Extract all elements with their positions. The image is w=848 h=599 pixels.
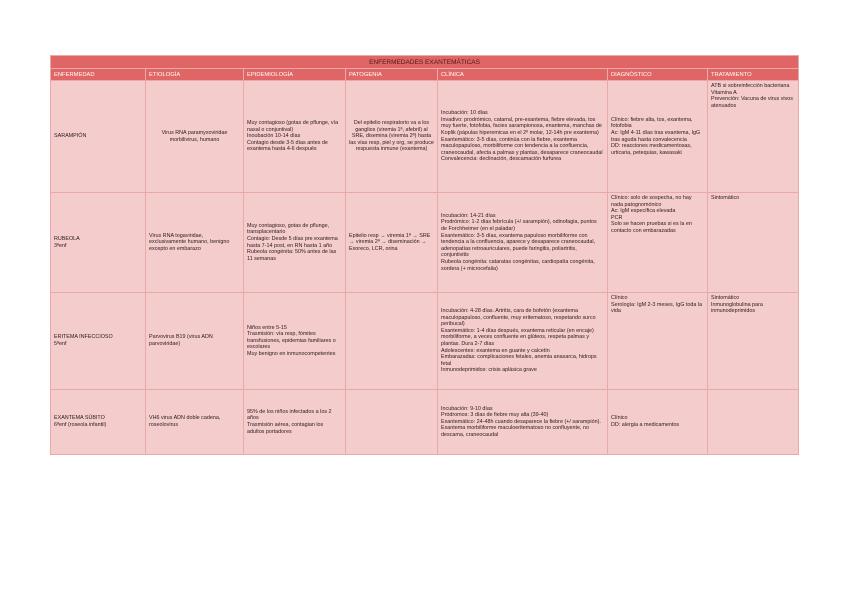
disease-table bbox=[50, 55, 799, 455]
column-header-patogenia: PATOGENIA bbox=[346, 69, 438, 81]
column-header-epidemiologia: EPIDEMIOLOGÍA bbox=[244, 69, 346, 81]
epidemiologia-cell: 95% de los niños infectados a los 2 años Trasmisión aérea, contagian los adultos portadores bbox=[244, 390, 346, 455]
column-header-tratamiento: TRATAMIENTO bbox=[708, 69, 799, 81]
clinica-cell: Incubación: 9-10 días Pródromos: 3 días de fiebre muy alta (39-40) Exantemático: 24-48h cuando desaparece la fiebre (+/ sarampión). Exantema morbiliforme maculoeritematoso no confluyente, no descama, craneocaudal bbox=[438, 390, 608, 455]
tratamiento-cell: ATB si sobreinfección bacteriana Vitamina A Prevención: Vacuna de virus vivos atenuados bbox=[708, 81, 799, 193]
column-header-enfermedad: ENFERMEDAD bbox=[51, 69, 146, 81]
clinica-cell: Incubación: 10 días Invadivo: prodrómico, catarral, pre-exantema, fiebre elevada, tos muy fuerte, fotofobia, facies sarampionosa, enantema, manchas de Koplik (pápulas hiperemicas en el 2º molar, 12-14h pre exantema) Exantemático: 3-5 días, continúa con la fiebre, exantema maculopapuloso, morbiliforme con tendencia a la confluencia, craneocaudal, afecta a palmas y plantas, desaparece craneocaudal Convalecencia: declinación, descamación furfurea bbox=[438, 81, 608, 193]
tratamiento-cell: Sintomático Inmunoglobulina para inmunodeprimidos bbox=[708, 293, 799, 390]
clinica-cell: Incubación: 4-28 días. Artritis, cara de bofetón (exantema maculopapuloso, confluente, muy eritematoso, respetando surco peribucal) Exantemático: 1-4 días después, exantema reticular (en encaje) morbiliforme, a veces confluente en glúteos, respeta palmas y plantas. Dura 2-7 días Adolescentes: exantema en guante y calcetín Embarazadas: complicaciones fetales, anemia anasarca, hidrops fetal Inmunodeprimidos: crisis aplásica grave bbox=[438, 293, 608, 390]
table-title: ENFERMEDADES EXANTEMÁTICAS bbox=[51, 56, 799, 69]
table-row bbox=[51, 390, 799, 455]
patogenia-cell: Epitelio resp → viremia 1ª → SRE → viremia 2ª → diseminación → Exoreco, LCR, orina bbox=[346, 193, 438, 293]
column-header-diagnostico: DIAGNÓSTICO bbox=[608, 69, 708, 81]
header-row bbox=[51, 69, 799, 81]
epidemiologia-cell: Muy contagioso (gotas de pflunge, vía nasal o conjuntival) Inoubación 10-14 días Contagio desde 3-5 días antes de exantema hasta 4-6 después bbox=[244, 81, 346, 193]
etiologia-cell: VH6 virus ADN doble cadena, roseolovirus bbox=[146, 390, 244, 455]
etiologia-cell: Parvovirus B19 (virus ADN parvoviridae) bbox=[146, 293, 244, 390]
clinica-cell: Incubación: 14-21 días Prodrómico: 1-2 días febrícula (+/ sarampión), odinofagia, puntos de Forchheimer (en el paladar) Exantemático: 3-5 días, exantema papuloso morbiliforme con tendencia a la confluencia, aparece y desaparece craneocaudal, adenopatías retroauriculares, puede faringitis, poliartritis, conjuntivitis Rubeola congénita: cataratas congénitas, cardiopatía congénita, sordera (+ microcefalia) bbox=[438, 193, 608, 293]
diagnostico-cell: Clínico Serología: IgM 2-3 meses, IgG toda la vida bbox=[608, 293, 708, 390]
etiologia-cell: Virus RNA paramyxoviridae morbilivirus, humano bbox=[146, 81, 244, 193]
epidemiologia-cell: Niños entre 5-15 Trasmisión: vía resp, fómites transfusiones, epidemias familiares o escolares Muy benigno en inmunocompetentes bbox=[244, 293, 346, 390]
column-header-clinica: CLÍNICA bbox=[438, 69, 608, 81]
patogenia-cell: Del epitelio respiratorio va a los ganglios (viremia 1ª, afebril) al SRE, disemina (viremia 2ª) hasta las vías resp, piel y org, se produce respuesta inmune (exantema) bbox=[346, 81, 438, 193]
disease-name: EXANTEMA SÚBITO 6ªenf (roseola infantil) bbox=[51, 390, 146, 455]
epidemiologia-cell: Muy contagioso, gotas de pflunge, transplacentario Contagio: Desde 5 días pre exantema hasta 7-14 post, en RN hasta 1 año Rubeola congénita: 50% antes de las 11 semanas bbox=[244, 193, 346, 293]
disease-name: ERITEMA INFECCIOSO 5ªenf bbox=[51, 293, 146, 390]
patogenia-cell bbox=[346, 293, 438, 390]
etiologia-cell: Virus RNA togaviridae, exclusivamente humano, benigno excepto en embarazo bbox=[146, 193, 244, 293]
table-row bbox=[51, 193, 799, 293]
table-row bbox=[51, 81, 799, 193]
table-row bbox=[51, 293, 799, 390]
column-header-etiologia: ETIOLOGÍA bbox=[146, 69, 244, 81]
disease-name: RUBEOLA 3ªenf bbox=[51, 193, 146, 293]
tratamiento-cell: Sintomático bbox=[708, 193, 799, 293]
diagnostico-cell: Clínico DD: alergia a medicamentos bbox=[608, 390, 708, 455]
diagnostico-cell: Clínico: solo de sospecha, no hay nada patognomónico Ac: IgM específica elevada PCR Solo se hacen pruebas si es la en contacto con embarazadas bbox=[608, 193, 708, 293]
disease-name: SARAMPIÓN bbox=[51, 81, 146, 193]
diagnostico-cell: Clínico: fiebre alta, tos, exantema, fotofobia Ac: IgM 4-11 días tras exantema, IgG tras aguda hasta convalecencia DD: reacciones medicamentosas, urticaria, petequias, kawasaki bbox=[608, 81, 708, 193]
disease-table-sheet bbox=[50, 55, 798, 455]
tratamiento-cell bbox=[708, 390, 799, 455]
patogenia-cell bbox=[346, 390, 438, 455]
